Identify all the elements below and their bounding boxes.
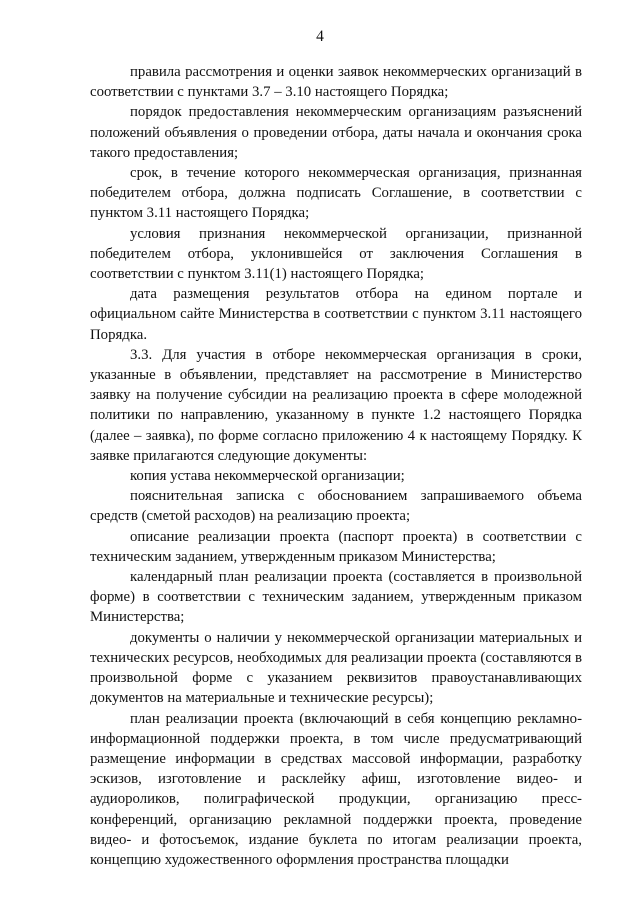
paragraph: описание реализации проекта (паспорт проекта) в соответствии с техническим заданием, утвержденным приказом Министерства; [90, 528, 582, 565]
paragraph: план реализации проекта (включающий в себя концепцию рекламно-информационной поддержки проекта, в том числе предусматривающий размещение информации в средствах массовой информации, разработку эскизов, изготовление и расклейку афиш, изготовление видео- и аудиороликов, полиграфической продукции, организацию пресс-конференций, организацию рекламной поддержки проекта, проведение видео- и фотосъемок, издание буклета по итогам реализации проекта, концепцию художественного оформления пространства площадки [90, 710, 582, 868]
paragraph: пояснительная записка с обоснованием запрашиваемого объема средств (сметой расходов) на реализацию проекта; [90, 488, 582, 525]
paragraph: календарный план реализации проекта (составляется в произвольной форме) в соответствии с техническим заданием, утвержденным приказом Министерства; [90, 569, 582, 626]
paragraph: правила рассмотрения и оценки заявок некоммерческих организаций в соответствии с пунктами 3.7 – 3.10 настоящего Порядка; [90, 64, 582, 101]
paragraph: дата размещения результатов отбора на едином портале и официальном сайте Министерства в соответствии с пунктом 3.11 настоящего Порядка. [90, 286, 582, 343]
paragraph: копия устава некоммерческой организации; [130, 468, 405, 485]
paragraph: срок, в течение которого некоммерческая организация, признанная победителем отбора, должна подписать Соглашение, в соответствии с пунктом 3.11 настоящего Порядка; [90, 165, 582, 222]
paragraph: порядок предоставления некоммерческим организациям разъяснений положений объявления о проведении отбора, даты начала и окончания срока такого предоставления; [90, 104, 582, 161]
page-number: 4 [316, 28, 324, 45]
paragraph: 3.3. Для участия в отборе некоммерческая организация в сроки, указанные в объявлении, представляет на рассмотрение в Министерство заявку на получение субсидии на реализацию проекта в сфере молодежной политики по направлению, указанному в пункте 1.2 настоящего Порядка (далее – заявка), по форме согласно приложению 4 к настоящему Порядку. К заявке прилагаются следующие документы: [90, 346, 582, 464]
document-body [90, 62, 582, 870]
paragraph: условия признания некоммерческой организации, признанной победителем отбора, уклонившейся от заключения Соглашения в соответствии с пунктом 3.11(1) настоящего Порядка; [90, 225, 582, 283]
paragraph: документы о наличии у некоммерческой организации материальных и технических ресурсов, необходимых для реализации проекта (составляются в произвольной форме с указанием реквизитов правоустанавливающих документов на материальные и технические ресурсы); [90, 629, 582, 707]
